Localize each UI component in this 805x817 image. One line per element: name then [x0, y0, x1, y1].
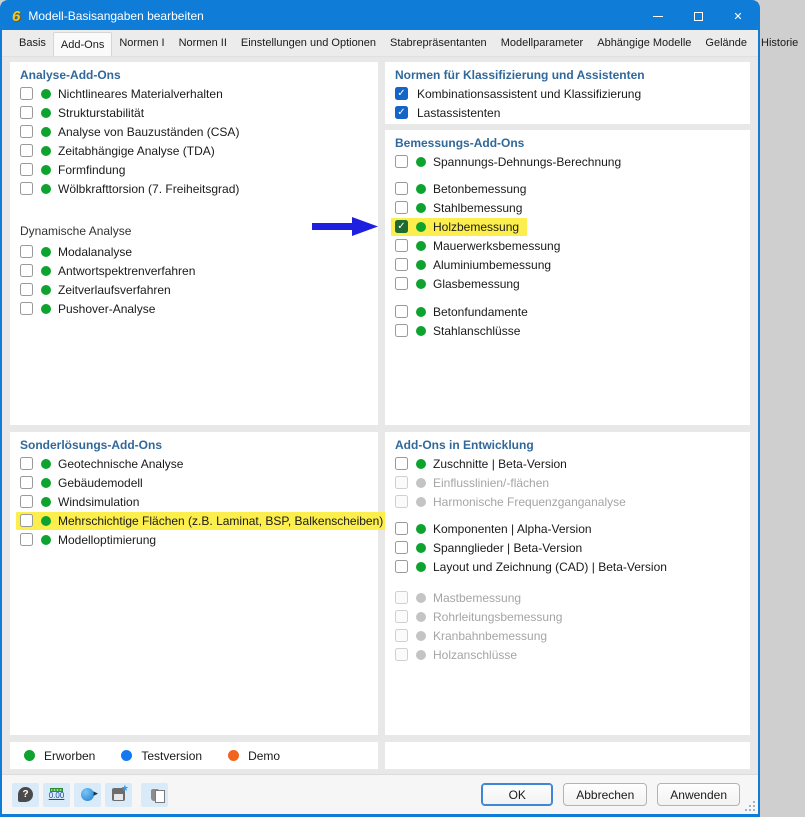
tab-abh-ngige-modelle[interactable]: Abhängige Modelle: [597, 37, 692, 49]
addon-label: Windsimulation: [58, 494, 140, 509]
checkbox[interactable]: ✓: [395, 106, 408, 119]
checkbox[interactable]: [20, 514, 33, 527]
tab-modellparameter[interactable]: Modellparameter: [500, 37, 584, 49]
checkbox: [395, 629, 408, 642]
save-star-icon: [112, 788, 125, 801]
status-dot-green: [416, 543, 426, 553]
legend-item: [228, 749, 280, 763]
addon-row[interactable]: [10, 492, 378, 511]
checkbox[interactable]: [20, 245, 33, 258]
addon-row-inner: [16, 531, 164, 549]
apply-settings-button[interactable]: [74, 783, 101, 807]
minimize-icon[interactable]: [638, 2, 678, 30]
addon-list-sonderloesungen: [10, 454, 384, 549]
status-dot-green: [41, 459, 51, 469]
addon-label: Mauerwerksbemessung: [433, 238, 561, 253]
addon-row[interactable]: [385, 538, 750, 557]
maximize-icon[interactable]: [678, 2, 718, 30]
legend-item: [24, 749, 95, 763]
close-icon[interactable]: ✕: [733, 10, 743, 23]
addon-label: Einflusslinien/-flächen: [433, 475, 550, 490]
tab-gel-nde[interactable]: Gelände: [705, 37, 748, 49]
addon-row[interactable]: [385, 454, 750, 473]
addon-label: Modalanalyse: [58, 244, 133, 259]
addon-row-inner: [391, 153, 629, 171]
footer-toolbar: [12, 783, 172, 807]
addon-label: Rohrleitungsbemessung: [433, 609, 563, 624]
addon-label: Pushover-Analyse: [58, 301, 156, 316]
status-dot-green: [41, 146, 51, 156]
help-icon: ?: [18, 787, 33, 802]
addon-row-inner: [391, 474, 557, 492]
tab-bar: [2, 30, 799, 57]
checkbox[interactable]: [20, 533, 33, 546]
checkbox[interactable]: [395, 560, 408, 573]
addon-label: Komponenten | Alpha-Version: [433, 521, 592, 536]
checkbox: [395, 476, 408, 489]
addon-row-inner: [391, 493, 634, 511]
status-dot-gray: [416, 478, 426, 488]
copy-parameters-button[interactable]: [141, 783, 168, 807]
addon-row-inner: [16, 85, 231, 103]
status-dot-gray: [416, 650, 426, 660]
ok-button[interactable]: OK: [481, 783, 553, 806]
checkbox[interactable]: [20, 163, 33, 176]
tab-historie[interactable]: Historie: [761, 37, 799, 49]
addon-label: Formfindung: [58, 162, 126, 177]
status-legend: [10, 742, 378, 769]
status-dot-green: [416, 157, 426, 167]
addon-row[interactable]: [10, 299, 378, 318]
save-as-default-button[interactable]: [105, 783, 132, 807]
addon-row-inner: [16, 243, 140, 261]
spacer: [385, 293, 750, 302]
status-dot-green: [41, 89, 51, 99]
addon-row[interactable]: [385, 84, 750, 103]
panel-sonderloesungen: [10, 432, 384, 735]
decimal-places-icon: 0.00: [49, 788, 65, 801]
addon-row-inner: [16, 123, 247, 141]
addon-label: Holzbemessung: [433, 219, 520, 234]
addon-row[interactable]: [10, 242, 378, 261]
panel-empty: [385, 742, 750, 769]
addon-row: [385, 607, 750, 626]
status-dot-green: [41, 535, 51, 545]
addon-row[interactable]: [10, 103, 378, 122]
dialog-footer: [2, 774, 758, 814]
addon-row[interactable]: [10, 160, 378, 179]
checkbox[interactable]: [20, 87, 33, 100]
addon-row[interactable]: [10, 280, 378, 299]
checkbox[interactable]: [395, 277, 408, 290]
anwenden-button[interactable]: Anwenden: [657, 783, 740, 806]
addon-row-inner: [16, 262, 203, 280]
addon-row: [385, 588, 750, 607]
addon-row-inner: [391, 627, 555, 645]
status-dot-green: [41, 266, 51, 276]
addon-label: Betonbemessung: [433, 181, 527, 196]
addon-row-inner: [16, 474, 151, 492]
addon-row-inner: [391, 558, 675, 576]
addon-row-inner: [16, 281, 179, 299]
tab-stabrepr-sentanten[interactable]: Stabrepräsentanten: [390, 37, 487, 49]
addon-row-inner: [391, 180, 534, 198]
window-controls: [638, 2, 758, 30]
addon-row[interactable]: [385, 519, 750, 538]
section-title-sonderloesungen: Sonderlösungs-Add-Ons: [20, 438, 162, 452]
status-dot-gray: [416, 631, 426, 641]
addon-label: Mehrschichtige Flächen (z.B. Laminat, BSP, Balkenscheiben): [58, 513, 384, 528]
checkbox[interactable]: [20, 495, 33, 508]
addon-label: Lastassistenten: [417, 105, 501, 120]
checkbox[interactable]: [395, 182, 408, 195]
addon-row[interactable]: [385, 302, 750, 321]
checkbox[interactable]: [395, 324, 408, 337]
addon-label: Betonfundamente: [433, 304, 528, 319]
checkbox[interactable]: [395, 155, 408, 168]
panel-legend: [10, 742, 378, 769]
resize-grip[interactable]: [745, 801, 756, 812]
checkbox[interactable]: [20, 302, 33, 315]
checkbox[interactable]: [395, 522, 408, 535]
addon-row[interactable]: [385, 152, 750, 171]
addon-list-bemessung: [385, 152, 750, 340]
pointer-arrow-icon: [312, 217, 380, 236]
addon-row-inner: [391, 520, 600, 538]
addon-label: Strukturstabilität: [58, 105, 145, 120]
addon-row-inner: [391, 275, 528, 293]
addon-label: Modelloptimierung: [58, 532, 157, 547]
checkbox[interactable]: [20, 182, 33, 195]
addon-label: Spannungs-Dehnungs-Berechnung: [433, 154, 622, 169]
addon-label: Kranbahnbemessung: [433, 628, 548, 643]
addon-row-inner: [391, 303, 536, 321]
addon-list-dynamische: [10, 242, 378, 318]
addon-row: [385, 492, 750, 511]
addon-label: Antwortspektrenverfahren: [58, 263, 196, 278]
decimal-places-button[interactable]: [43, 783, 70, 807]
window-title: Modell-Basisangaben bearbeiten: [28, 9, 204, 23]
checkbox[interactable]: [395, 239, 408, 252]
checkbox[interactable]: [395, 457, 408, 470]
status-dot-green: [41, 304, 51, 314]
status-dot-green: [416, 203, 426, 213]
addon-label: Glasbemessung: [433, 276, 520, 291]
status-dot-green: [41, 478, 51, 488]
addon-label: Holzanschlüsse: [433, 647, 518, 662]
addon-label: Aluminiumbemessung: [433, 257, 552, 272]
subsection-title-dynamische: Dynamische Analyse: [20, 224, 132, 238]
legend-label: Erworben: [44, 748, 96, 763]
addon-label: Spannglieder | Beta-Version: [433, 540, 583, 555]
panel-normen: [385, 62, 750, 124]
checkbox[interactable]: [395, 258, 408, 271]
checkbox[interactable]: [20, 144, 33, 157]
checkbox: [395, 591, 408, 604]
addon-row[interactable]: [10, 122, 378, 141]
addon-row[interactable]: [10, 84, 378, 103]
addon-label: Layout und Zeichnung (CAD) | Beta-Version: [433, 559, 667, 574]
checkbox[interactable]: ✓: [395, 87, 408, 100]
addon-row: [385, 473, 750, 492]
addon-row[interactable]: [385, 255, 750, 274]
addon-row-inner: [391, 256, 559, 274]
status-dot-green: [41, 497, 51, 507]
status-dot-green: [41, 184, 51, 194]
addon-label: Kombinationsassistent und Klassifizierung: [417, 86, 642, 101]
addon-label: Nichtlineares Materialverhalten: [58, 86, 223, 101]
tab-normen-ii[interactable]: Normen II: [178, 37, 227, 49]
addon-row: [385, 645, 750, 664]
addon-row-inner: [16, 512, 391, 530]
addon-label: Stahlbemessung: [433, 200, 523, 215]
addon-label: Gebäudemodell: [58, 475, 143, 490]
abbrechen-button[interactable]: Abbrechen: [563, 783, 647, 806]
status-dot-gray: [416, 593, 426, 603]
addon-row[interactable]: [10, 473, 378, 492]
addon-row-inner: [16, 104, 152, 122]
addon-row[interactable]: [385, 198, 750, 217]
checkbox: [395, 648, 408, 661]
legend-dot-icon: [24, 750, 35, 761]
checkbox: [395, 610, 408, 623]
legend-item: [121, 749, 202, 763]
spacer: [385, 171, 750, 179]
addon-row-inner: [16, 180, 247, 198]
status-dot-green: [41, 285, 51, 295]
panel-analyse-addons: [10, 62, 378, 425]
dialog-content: [2, 57, 758, 774]
addon-row-inner: [16, 455, 191, 473]
addon-row-inner: [391, 646, 525, 664]
status-dot-green: [41, 516, 51, 526]
addon-row[interactable]: [10, 511, 384, 530]
panel-entwicklung: [385, 432, 750, 735]
checkbox[interactable]: [20, 283, 33, 296]
checkbox[interactable]: [395, 305, 408, 318]
status-dot-gray: [416, 497, 426, 507]
status-dot-green: [41, 247, 51, 257]
status-dot-green: [416, 222, 426, 232]
addon-row-inner: [16, 142, 223, 160]
addon-list-analyse: [10, 84, 378, 198]
section-title-normen: Normen für Klassifizierung und Assistenten: [395, 68, 645, 82]
addon-row[interactable]: [10, 141, 378, 160]
status-dot-green: [416, 241, 426, 251]
status-dot-green: [41, 165, 51, 175]
status-dot-green: [416, 562, 426, 572]
status-dot-green: [416, 459, 426, 469]
tab-basis[interactable]: Basis: [19, 37, 46, 49]
addon-row[interactable]: [385, 321, 750, 340]
help-button[interactable]: [12, 783, 39, 807]
status-dot-green: [416, 184, 426, 194]
checkbox[interactable]: [395, 541, 408, 554]
addon-row[interactable]: [385, 103, 750, 122]
addon-row-inner: [391, 237, 568, 255]
globe-arrow-icon: [81, 788, 94, 801]
checkbox[interactable]: ✓: [395, 220, 408, 233]
checkbox[interactable]: [20, 125, 33, 138]
addon-row-inner: [391, 85, 649, 103]
checkbox[interactable]: [20, 106, 33, 119]
addon-label: Mastbemessung: [433, 590, 522, 605]
section-title-entwicklung: Add-Ons in Entwicklung: [395, 438, 534, 452]
status-dot-green: [416, 524, 426, 534]
checkbox[interactable]: [20, 264, 33, 277]
addon-label: Zeitverlaufsverfahren: [58, 282, 171, 297]
addon-row[interactable]: [385, 557, 750, 576]
panel-bemessung: [385, 130, 750, 425]
addon-row-inner: [16, 493, 147, 511]
addon-row[interactable]: [10, 530, 378, 549]
addon-row-inner: [16, 300, 163, 318]
addon-row-inner: [391, 455, 575, 473]
checkbox[interactable]: [395, 201, 408, 214]
legend-label: Demo: [248, 748, 281, 763]
legend-label: Testversion: [141, 748, 203, 763]
addon-row[interactable]: [10, 454, 378, 473]
addon-label: Stahlanschlüsse: [433, 323, 521, 338]
addon-row[interactable]: [10, 179, 378, 198]
status-dot-green: [416, 326, 426, 336]
addon-label: Harmonische Frequenzganganalyse: [433, 494, 626, 509]
addon-row-inner: [391, 104, 508, 122]
addon-row[interactable]: [10, 261, 378, 280]
copy-database-icon: [151, 789, 159, 801]
checkbox: [395, 495, 408, 508]
addon-row-inner: [391, 322, 528, 340]
addon-label: Wölbkrafttorsion (7. Freiheitsgrad): [58, 181, 240, 196]
addon-row-inner: [391, 589, 529, 607]
rfem6-app-icon: 6: [12, 7, 21, 25]
checkbox[interactable]: [20, 457, 33, 470]
addon-row-inner: [16, 161, 133, 179]
addon-label: Geotechnische Analyse: [58, 456, 184, 471]
tab-einstellungen-und-optionen[interactable]: Einstellungen und Optionen: [240, 37, 377, 49]
titlebar[interactable]: [2, 2, 758, 30]
dialog-buttons: [471, 783, 740, 806]
addon-row-inner: [391, 199, 530, 217]
status-dot-gray: [416, 612, 426, 622]
addon-row[interactable]: [385, 217, 750, 236]
addon-row[interactable]: [385, 179, 750, 198]
status-dot-green: [416, 260, 426, 270]
addon-row[interactable]: [385, 274, 750, 293]
addon-row[interactable]: [385, 236, 750, 255]
tab-add-ons[interactable]: Add-Ons: [53, 32, 112, 56]
addon-list-entwicklung: [385, 454, 750, 664]
addon-label: Zeitabhängige Analyse (TDA): [58, 143, 215, 158]
tab-normen-i[interactable]: Normen I: [119, 37, 165, 49]
addon-row-inner: [391, 608, 570, 626]
addon-list-normen: [385, 84, 750, 122]
spacer: [385, 576, 750, 588]
legend-dot-icon: [228, 750, 239, 761]
checkbox[interactable]: [20, 476, 33, 489]
addon-row-inner: [391, 539, 590, 557]
addon-row: [385, 626, 750, 645]
addon-label: Analyse von Bauzuständen (CSA): [58, 124, 240, 139]
status-dot-green: [41, 127, 51, 137]
addon-label: Zuschnitte | Beta-Version: [433, 456, 567, 471]
section-title-bemessung: Bemessungs-Add-Ons: [395, 136, 525, 150]
status-dot-green: [416, 307, 426, 317]
status-dot-green: [416, 279, 426, 289]
addon-row-inner: [391, 218, 527, 236]
status-dot-green: [41, 108, 51, 118]
legend-dot-icon: [121, 750, 132, 761]
spacer: [385, 511, 750, 519]
section-title-analyse: Analyse-Add-Ons: [20, 68, 121, 82]
